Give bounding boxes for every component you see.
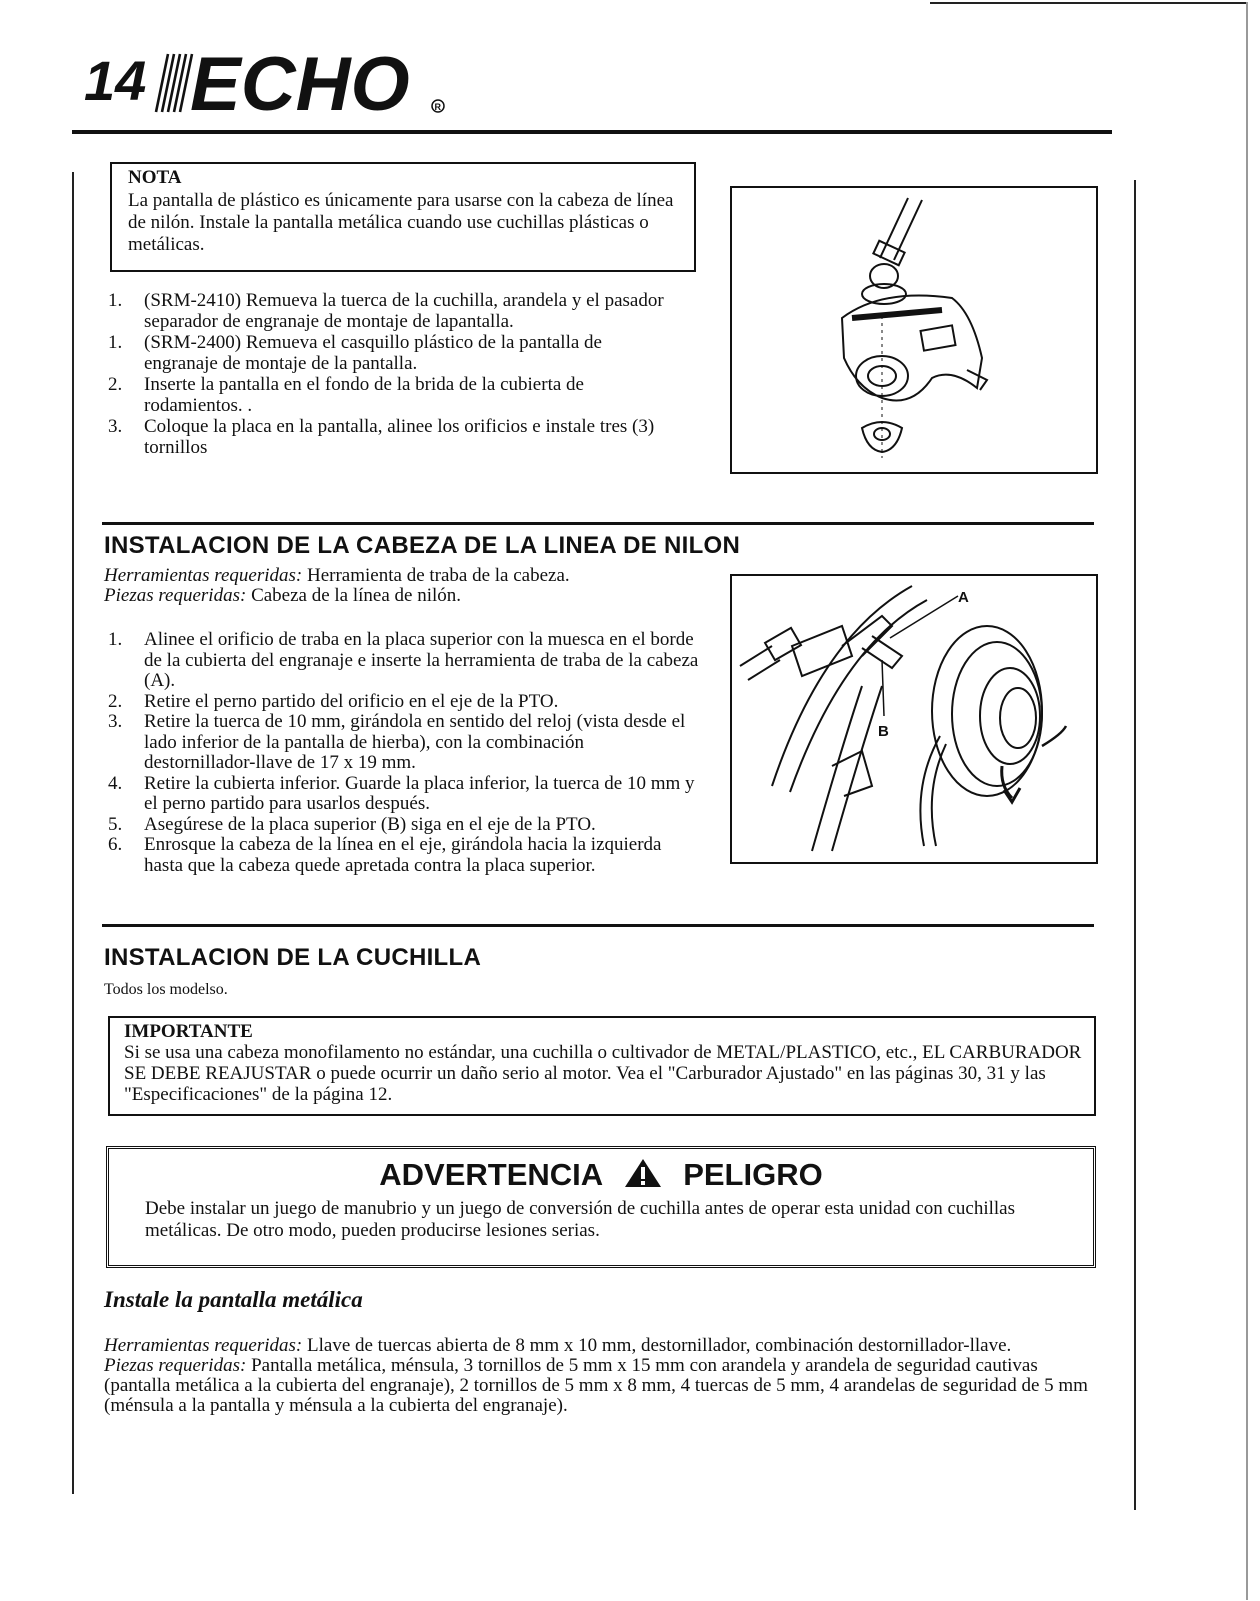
importante-text: Si se usa una cabeza monofilamento no estándar, una cuchilla o cultivador de METAL/PLASTICO, etc., EL CARBURADOR SE DEBE REAJUSTAR o puede ocurrir un daño serio al motor. Vea el "Carburador Ajustado" en las páginas 30, 31 y las "Especificaciones" de la página 12. bbox=[124, 1042, 1082, 1105]
nota-box bbox=[110, 162, 696, 272]
svg-text:ECHO: ECHO bbox=[190, 42, 410, 116]
nota-text: La pantalla de plástico es únicamente para usarse con la cabeza de línea de nilón. Instale la pantalla metálica cuando use cuchillas plásticas o metálicas. bbox=[128, 190, 674, 255]
warning-peligro: PELIGRO bbox=[683, 1157, 823, 1192]
right-margin-line bbox=[1134, 180, 1136, 1510]
metal-tools-label: Herramientas requeridas: bbox=[104, 1335, 303, 1356]
metal-tools-text: Llave de tuercas abierta de 8 mm x 10 mm, destornillador, combinación destornillador-llave. bbox=[302, 1335, 1012, 1356]
metal-parts-label: Piezas requeridas: bbox=[104, 1355, 247, 1376]
blade-section-subtitle: Todos los modelso. bbox=[104, 981, 228, 998]
figure-label-b: B bbox=[878, 723, 889, 740]
nylon-section-title: INSTALACION DE LA CABEZA DE LA LINEA DE NILON bbox=[104, 532, 741, 559]
metal-shield-requirements bbox=[104, 1336, 1094, 1416]
blade-section-rule bbox=[102, 924, 1094, 927]
nylon-section-rule bbox=[102, 522, 1094, 525]
header-rule bbox=[72, 130, 1112, 134]
nylon-head-figure bbox=[730, 574, 1098, 864]
list-item: 3. Coloque la placa en la pantalla, alinee los orificios e instale tres (3) tornillos bbox=[108, 416, 655, 458]
nota-label: NOTA bbox=[128, 167, 182, 188]
importante-box bbox=[108, 1016, 1096, 1116]
warning-text: Debe instalar un juego de manubrio y un juego de conversión de cuchilla antes de operar esta unidad con cuchillas metálicas. De otro modo, pueden producirse lesiones serias. bbox=[145, 1198, 1016, 1241]
list-item: 3. Retire la tuerca de 10 mm, girándola en sentido del reloj (vista desde el lado inferior de la pantalla de hierba), con la combinación destornillador-llave de 17 x 19 mm. bbox=[108, 711, 686, 773]
nylon-tools-line: Herramientas requeridas: Herramienta de traba de la cabeza. bbox=[104, 565, 570, 586]
importante-label: IMPORTANTE bbox=[124, 1021, 253, 1042]
list-item: 6. Enrosque la cabeza de la línea en el eje, girándola hacia la izquierda hasta que la cabeza quede apretada contra la placa superior. bbox=[108, 834, 662, 876]
page-number: 14 bbox=[84, 49, 147, 112]
nylon-parts-line: Piezas requeridas: Cabeza de la línea de nilón. bbox=[104, 585, 462, 606]
blade-section-title: INSTALACION DE LA CUCHILLA bbox=[104, 944, 482, 971]
svg-text:R: R bbox=[434, 102, 441, 112]
list-item: 1. Alinee el orificio de traba en la placa superior con la muesca en el borde de la cubierta del engranaje e inserte la herramienta de traba de la cabeza (A). bbox=[108, 629, 699, 691]
warning-box bbox=[106, 1146, 1096, 1268]
right-edge-line bbox=[1246, 2, 1248, 1600]
warning-triangle-icon bbox=[623, 1157, 663, 1194]
list-item: 4. Retire la cubierta inferior. Guarde la placa inferior, la tuerca de 10 mm y el perno partido para usarlos después. bbox=[108, 772, 695, 814]
list-item: 5. Asegúrese de la placa superior (B) siga en el eje de la PTO. bbox=[108, 813, 596, 835]
list-item: 1. (SRM-2400) Remueva el casquillo plástico de la pantalla de engranaje de montaje de la pantalla. bbox=[108, 332, 602, 374]
figure-label-a: A bbox=[958, 589, 969, 606]
list-item: 2. Retire el perno partido del orificio en el eje de la PTO. bbox=[108, 690, 559, 712]
page-header bbox=[84, 40, 504, 120]
top-right-corner-line bbox=[930, 2, 1248, 4]
left-margin-line bbox=[72, 172, 74, 1494]
plastic-shield-illustration bbox=[732, 188, 1096, 472]
metal-shield-title: Instale la pantalla metálica bbox=[104, 1287, 363, 1312]
shield-figure bbox=[730, 186, 1098, 474]
warning-heading bbox=[115, 1157, 1087, 1194]
list-item: 2. Inserte la pantalla en el fondo de la brida de la cubierta de rodamientos. . bbox=[108, 374, 584, 416]
nylon-head-illustration bbox=[732, 576, 1096, 862]
shield-steps-list bbox=[108, 290, 674, 458]
echo-logo bbox=[146, 40, 506, 116]
nylon-steps-list bbox=[108, 630, 700, 876]
list-item: 1. (SRM-2410) Remueva la tuerca de la cuchilla, arandela y el pasador separador de engranaje de montaje de lapantalla. bbox=[108, 290, 664, 332]
warning-advertencia: ADVERTENCIA bbox=[379, 1157, 604, 1192]
metal-parts-text: Pantalla metálica, ménsula, 3 tornillos de 5 mm x 15 mm con arandela y arandela de seguridad cautivas (pantalla metálica a la cubierta del engranaje), 2 tornillos de 5 mm x 8 mm, 4 tuercas de 5 mm, 4 arandelas de seguridad de 5 mm (ménsula a la pantalla y ménsula a la cubierta del engranaje). bbox=[104, 1355, 1088, 1416]
